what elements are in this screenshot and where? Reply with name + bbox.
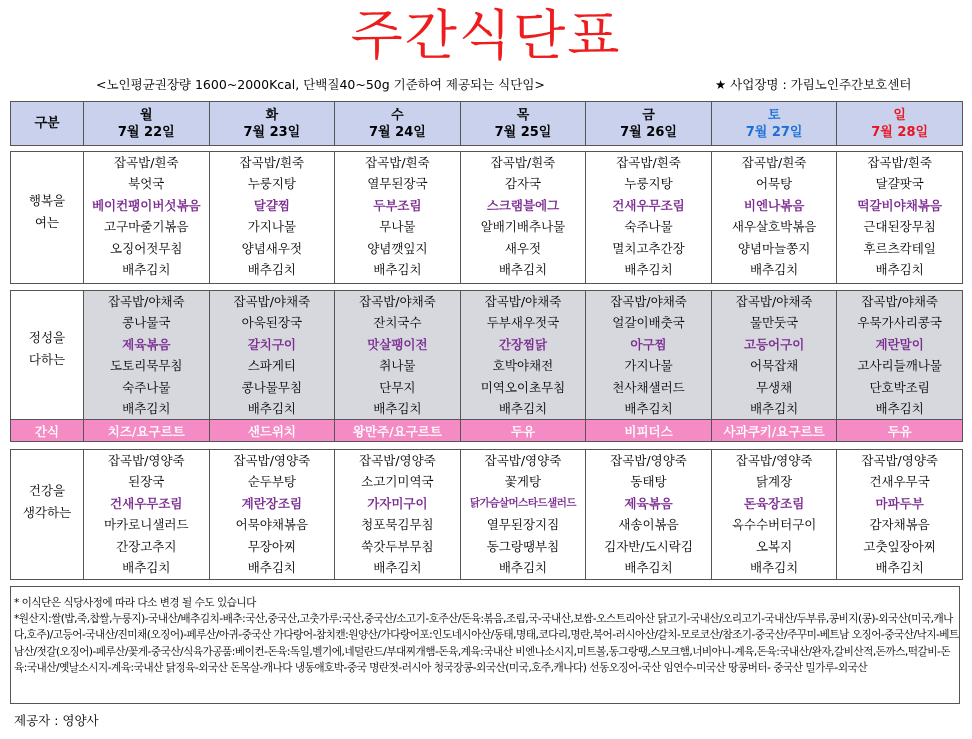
breakfast-cell-mon xyxy=(84,152,210,284)
menu-item: 천사채샐러드 xyxy=(612,379,685,395)
menu-item: 건새우무조림 xyxy=(612,197,685,213)
dinner-cell-thu xyxy=(460,450,586,580)
menu-item: 누룽지탕 xyxy=(624,176,673,192)
menu-item: 계란장조림 xyxy=(241,495,303,511)
menu-item: 잡곡밥/야채죽 xyxy=(610,294,687,309)
menu-item: 동태탕 xyxy=(630,474,667,490)
lunch-label-top: 정성을 다하는 xyxy=(28,330,66,367)
provider-label: 제공자 : 영양사 xyxy=(14,713,99,728)
menu-item: 돈육장조림 xyxy=(743,495,805,511)
menu-item: 제육볶음 xyxy=(624,495,673,511)
menu-item: 갈치구이 xyxy=(247,336,296,352)
menu-item: 고등어구이 xyxy=(743,336,805,352)
snack-item: 사과쿠키/요구르트 xyxy=(711,420,837,442)
menu-item: 맛살팽이전 xyxy=(367,336,428,352)
menu-item: 새우살호박볶음 xyxy=(731,219,817,235)
menu-item: 배추김치 xyxy=(749,261,799,277)
menu-item: 가지나물 xyxy=(624,358,673,374)
day-header-sun xyxy=(837,102,963,146)
day-date: 7월 23일 xyxy=(243,124,301,140)
breakfast-label xyxy=(11,152,84,284)
menu-item: 잡곡밥/영양죽 xyxy=(359,453,436,468)
dinner-cell-mon xyxy=(84,450,210,580)
menu-item: 꽃게탕 xyxy=(504,474,542,490)
dinner-cell-tue xyxy=(209,450,335,580)
menu-item: 마파두부 xyxy=(875,495,924,511)
lunch-cell-mon xyxy=(84,291,210,421)
menu-item: 배추김치 xyxy=(875,261,924,277)
menu-item: 간장찜닭 xyxy=(498,336,548,352)
day-name: 수 xyxy=(391,107,404,123)
breakfast-cell-fri xyxy=(586,152,712,284)
menu-item: 아욱된장국 xyxy=(241,315,303,331)
menu-item: 새송이볶음 xyxy=(618,517,679,533)
menu-item: 배추김치 xyxy=(247,559,296,575)
menu-item: 배추김치 xyxy=(247,400,296,416)
menu-item: 간장고추지 xyxy=(116,538,177,554)
day-name: 목 xyxy=(516,107,530,123)
lunch-cell-fri xyxy=(586,291,712,421)
lunch-table xyxy=(10,290,963,421)
menu-item: 단무지 xyxy=(379,379,416,395)
menu-item: 배추김치 xyxy=(749,400,799,416)
day-name: 화 xyxy=(265,107,279,123)
page-title: 주간식단표 xyxy=(350,4,622,67)
day-date: 7월 25일 xyxy=(494,124,552,140)
menu-item: 배추김치 xyxy=(498,559,548,575)
menu-item: 취나물 xyxy=(379,358,416,374)
snack-item: 치즈/요구르트 xyxy=(84,420,210,442)
dinner-table xyxy=(10,449,963,580)
lunch-label xyxy=(11,291,84,421)
menu-item: 잡곡밥/흰죽 xyxy=(741,155,807,170)
menu-item: 배추김치 xyxy=(122,261,171,277)
menu-item: 잡곡밥/영양죽 xyxy=(484,453,562,468)
nutrition-standard-note: <노인평균권장량 1600~2000Kcal, 단백질40~50g 기준하여 제공되는 식단임> xyxy=(96,77,545,92)
menu-item: 잡곡밥/흰죽 xyxy=(490,155,556,170)
dinner-label-top: 건강을 생각하는 xyxy=(22,483,72,520)
breakfast-table xyxy=(10,151,963,284)
menu-item: 비엔나볶음 xyxy=(743,197,805,213)
menu-item: 떡갈비야채볶음 xyxy=(857,197,942,213)
dinner-label xyxy=(11,450,84,580)
menu-item: 호박야채전 xyxy=(492,358,554,374)
day-name: 일 xyxy=(893,107,906,123)
menu-item: 잔치국수 xyxy=(373,315,422,331)
menu-item: 미역오이초무침 xyxy=(480,379,566,395)
menu-item: 잡곡밥/영양죽 xyxy=(233,453,311,468)
breakfast-cell-thu xyxy=(460,152,586,284)
menu-item: 건새우무조림 xyxy=(110,495,183,511)
menu-item: 양념깻잎지 xyxy=(367,240,428,256)
day-name: 토 xyxy=(767,107,781,123)
day-date: 7월 22일 xyxy=(117,124,175,140)
day-header-fri xyxy=(586,102,712,146)
menu-item: 스크램블에그 xyxy=(486,197,560,213)
menu-item: 어묵잡채 xyxy=(749,358,799,374)
menu-item: 어묵야채볶음 xyxy=(235,517,309,533)
dinner-cell-wed xyxy=(335,450,461,580)
menu-item: 아구찜 xyxy=(630,336,667,352)
day-header-tue xyxy=(209,102,335,146)
menu-item: 배추김치 xyxy=(498,261,548,277)
menu-item: 양념마늘쫑지 xyxy=(737,240,811,256)
snack-item: 두유 xyxy=(460,420,586,442)
menu-item: 우묵가사리콩국 xyxy=(857,315,942,331)
menu-item: 두부새우젓국 xyxy=(486,315,560,331)
menu-item: 청포묵김무침 xyxy=(361,517,434,533)
breakfast-cell-tue xyxy=(209,152,335,284)
menu-item: 콩나물국 xyxy=(122,315,171,331)
day-header-wed xyxy=(335,102,461,146)
lunch-cell-wed xyxy=(335,291,461,421)
menu-item: 배추김치 xyxy=(247,261,296,277)
menu-item: 배추김치 xyxy=(875,559,924,575)
lunch-cell-sun xyxy=(837,291,963,421)
menu-item: 제육볶음 xyxy=(122,336,171,352)
menu-item: 배추김치 xyxy=(373,559,422,575)
notes-origin-info: *원산지:쌀(밥,죽,찹쌀,누룽지)-국내산/배추김치-배추:국산,중국산,고춧가루:국산,중국산/소고기-호주산/돈육:볶음,조림,국-국내산,보쌈-오스트리아산 닭고기-국내산/오리고기-국내산/두부류,콩비지(콩)-외국산(미국,캐나다,호주)/고등어-국내산/진미채(오징어)-페루산/아귀-중국산 가다랑어-참치캔:원양산/가다랑어포:인도네시아산/동태,명태,코다리,명란,북어-러시아산/갈치-모로코산/참조기-중국산/주꾸미-베트남 오징어-중국산/낙지-베트남산/젓갈(오징어)-페루산/꽃게-중국산/식육가공품:베이컨-돈육:독일,벨기에,네덜란드/부대찌개햄-돈육,계육:국내산 비엔나소시지,미트볼,동그랑땡,스모크햄,너비아니-계육,돈육:국내산/완자,갈비산적,돈까스,떡갈비-돈육:국내산/옛날소시지-계육:국내산 닭정육-외국산 돈목살-캐나다 냉동애호박-중국 명란젓-러시아 청국장콩-외국산(미국,호주,캐나다) 선동오징어-국산 임연수-미국산 땅콩버터- 중국산 밀가루-외국산 xyxy=(14,613,959,674)
menu-item: 잡곡밥/흰죽 xyxy=(867,155,932,170)
menu-item: 닭가슴살머스타드샐러드 xyxy=(469,496,576,509)
menu-item: 옥수수버터구이 xyxy=(731,517,817,533)
dinner-cell-fri xyxy=(586,450,712,580)
menu-item: 잡곡밥/영양죽 xyxy=(735,453,813,468)
day-name: 월 xyxy=(140,107,153,123)
menu-item: 잡곡밥/흰죽 xyxy=(616,155,681,170)
menu-item: 잡곡밥/야채죽 xyxy=(484,294,562,309)
menu-item: 도토리묵무침 xyxy=(110,358,183,374)
menu-item: 무장아찌 xyxy=(247,538,296,554)
menu-item: 숙주나물 xyxy=(624,219,673,235)
breakfast-cell-sat xyxy=(711,152,837,284)
menu-item: 배추김치 xyxy=(875,400,924,416)
lunch-cell-thu xyxy=(460,291,586,421)
day-date: 7월 27일 xyxy=(745,124,803,140)
menu-item: 양념새우젓 xyxy=(241,240,303,256)
menu-item: 알배기배추나물 xyxy=(480,219,566,235)
menu-item: 된장국 xyxy=(128,474,165,490)
menu-item: 오복지 xyxy=(755,538,793,554)
menu-item: 베이컨팽이버섯볶음 xyxy=(91,197,201,213)
menu-item: 소고기미역국 xyxy=(361,474,434,490)
menu-item: 배추김치 xyxy=(122,400,171,416)
snack-table xyxy=(10,419,963,442)
lunch-cell-tue xyxy=(209,291,335,421)
menu-item: 감자채볶음 xyxy=(869,517,930,533)
lunch-cell-sat xyxy=(711,291,837,421)
menu-item: 동그랑땡부침 xyxy=(486,538,560,554)
menu-item: 가지나물 xyxy=(247,219,296,235)
dinner-cell-sat xyxy=(711,450,837,580)
menu-item: 콩나물무침 xyxy=(241,379,303,395)
menu-item: 쑥갓두부무침 xyxy=(361,538,434,554)
facility-name: ★ 사업장명 : 가림노인주간보호센터 xyxy=(715,77,912,92)
menu-item: 열무된장국 xyxy=(367,176,428,192)
day-header-table xyxy=(10,101,963,146)
menu-item: 잡곡밥/야채죽 xyxy=(359,294,436,309)
menu-item: 어묵탕 xyxy=(755,176,793,192)
menu-item: 잡곡밥/영양죽 xyxy=(610,453,687,468)
menu-item: 김자반/도시락김 xyxy=(604,538,693,554)
snack-item: 왕만주/요구르트 xyxy=(335,420,461,442)
menu-item: 배추김치 xyxy=(624,261,673,277)
menu-item: 단호박조림 xyxy=(869,379,930,395)
menu-item: 배추김치 xyxy=(122,559,171,575)
menu-item: 배추김치 xyxy=(373,400,422,416)
menu-item: 배추김치 xyxy=(624,400,673,416)
menu-item: 근대된장무침 xyxy=(863,219,936,235)
menu-item: 달걀팟국 xyxy=(875,176,924,192)
menu-item: 숙주나물 xyxy=(122,379,171,395)
menu-item: 스파게티 xyxy=(247,358,296,374)
menu-item: 잡곡밥/야채죽 xyxy=(735,294,813,309)
menu-item: 잡곡밥/야채죽 xyxy=(861,294,938,309)
day-header-mon xyxy=(84,102,210,146)
snack-item: 샌드위치 xyxy=(209,420,335,442)
menu-item: 마카로니샐러드 xyxy=(104,517,189,533)
menu-item: 물만둣국 xyxy=(749,315,799,331)
menu-item: 감자국 xyxy=(504,176,542,192)
menu-item: 오징어젓무침 xyxy=(110,240,183,256)
menu-item: 배추김치 xyxy=(373,261,422,277)
menu-item: 새우젓 xyxy=(504,240,542,256)
menu-item: 얼갈이배춧국 xyxy=(612,315,685,331)
menu-item: 고사리들깨나물 xyxy=(857,358,942,374)
snack-item: 두유 xyxy=(837,420,963,442)
category-label: 구분 xyxy=(11,102,84,146)
menu-item: 잡곡밥/영양죽 xyxy=(861,453,938,468)
menu-item: 무생채 xyxy=(755,379,793,395)
day-date: 7월 28일 xyxy=(871,124,929,140)
breakfast-cell-wed xyxy=(335,152,461,284)
menu-item: 잡곡밥/흰죽 xyxy=(113,155,179,170)
menu-item: 잡곡밥/영양죽 xyxy=(107,453,185,468)
snack-item: 비피더스 xyxy=(586,420,712,442)
menu-item: 열무된장지짐 xyxy=(486,517,560,533)
notes-change-notice: * 이식단은 식당사정에 따라 다소 변경 될 수도 있습니다 xyxy=(14,597,256,609)
menu-item: 잡곡밥/흰죽 xyxy=(365,155,430,170)
menu-item: 두부조림 xyxy=(373,197,422,213)
menu-item: 건새우무국 xyxy=(869,474,930,490)
menu-item: 가자미구이 xyxy=(367,495,428,511)
menu-item: 배추김치 xyxy=(749,559,799,575)
day-name: 금 xyxy=(642,107,655,123)
breakfast-cell-sun xyxy=(837,152,963,284)
menu-item: 배추김치 xyxy=(498,400,548,416)
menu-item: 달걀찜 xyxy=(253,197,290,213)
menu-item: 잡곡밥/야채죽 xyxy=(233,294,311,309)
menu-item: 배추김치 xyxy=(624,559,673,575)
menu-item: 누룽지탕 xyxy=(247,176,296,192)
dinner-cell-sun xyxy=(837,450,963,580)
menu-item: 무나물 xyxy=(379,219,416,235)
menu-item: 잡곡밥/흰죽 xyxy=(239,155,305,170)
day-header-thu xyxy=(460,102,586,146)
day-date: 7월 24일 xyxy=(369,124,426,140)
day-date: 7월 26일 xyxy=(620,124,677,140)
menu-item: 닭계장 xyxy=(755,474,793,490)
day-header-sat xyxy=(711,102,837,146)
menu-item: 계란말이 xyxy=(875,336,924,352)
breakfast-label-top: 행복을 여는 xyxy=(28,193,66,230)
menu-item: 잡곡밥/야채죽 xyxy=(107,294,185,309)
menu-item: 고춧잎장아찌 xyxy=(863,538,936,554)
menu-item: 고구마줄기볶음 xyxy=(104,219,189,235)
menu-item: 멸치고추간장 xyxy=(612,240,685,256)
menu-item: 후르츠칵테일 xyxy=(863,240,936,256)
notes-box xyxy=(10,586,960,704)
menu-item: 순두부탕 xyxy=(247,474,296,490)
snack-label: 간식 xyxy=(11,420,84,442)
menu-item: 북엇국 xyxy=(128,176,165,192)
